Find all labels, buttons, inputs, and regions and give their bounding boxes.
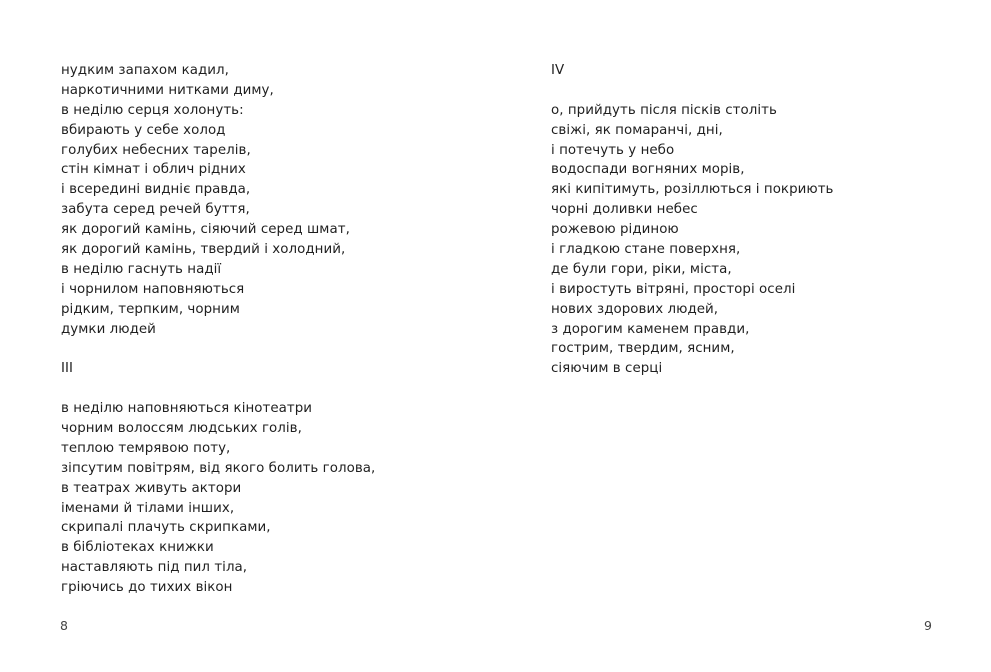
poem-line: в неділю наповняються кінотеатри [61, 401, 313, 417]
poem-line: сіяючим в серці [551, 361, 663, 377]
poem-line: нудким запахом кадил, [61, 63, 229, 78]
page-number-left: 8 [60, 618, 68, 633]
poem-line: водоспади вогняних морів, [551, 162, 745, 178]
poem-line: які кипітимуть, розіллються і покриють [551, 182, 834, 198]
stanza-four [551, 101, 834, 379]
poem-line: і гладкою стане поверхня, [551, 242, 741, 258]
poem-line: гріючись до тихих вікон [61, 580, 233, 596]
poem-line: і виростуть вітряні, просторі оселі [551, 281, 796, 297]
poem-line: чорні доливки небес [551, 202, 698, 218]
stanza-three [61, 399, 375, 598]
poem-line: зіпсутим повітрям, від якого болить голова, [61, 460, 376, 476]
poem-line: і чорнилом наповняються [61, 281, 245, 297]
section-number: IV [551, 63, 565, 78]
right-text-column [551, 61, 834, 379]
poem-line: нових здорових людей, [551, 301, 719, 317]
left-page [0, 0, 495, 672]
poem-line: в неділю гаснуть надії [61, 261, 222, 277]
poem-line: думки людей [61, 321, 156, 337]
section-number: ІІІ [61, 361, 73, 377]
poem-line: рожевою рідиною [551, 222, 679, 238]
poem-line: скрипалі плачуть скрипками, [61, 520, 271, 536]
poem-line: свіжі, як помаранчі, дні, [551, 122, 723, 138]
poem-line: вбирають у себе холод [61, 122, 226, 138]
stanza-gap [61, 339, 375, 359]
poem-line: стін кімнат і облич рідних [61, 162, 246, 178]
poem-line: в неділю серця холонуть: [61, 102, 244, 118]
poem-line: як дорогий камінь, твердий і холодний, [61, 242, 346, 258]
stanza-gap [61, 379, 375, 399]
poem-line: і потечуть у небо [551, 142, 675, 158]
poem-line: наркотичними нитками диму, [61, 82, 274, 98]
poem-line: голубих небесних тарелів, [61, 142, 251, 158]
left-text-column [61, 61, 375, 598]
poem-line: гострим, твердим, ясним, [551, 341, 735, 357]
poem-line: наставляють під пил тіла, [61, 560, 248, 576]
poem-line: як дорогий камінь, сіяючий серед шмат, [61, 222, 350, 238]
poem-line: з дорогим каменем правди, [551, 321, 750, 337]
poem-line: рідким, терпким, чорним [61, 301, 240, 317]
poem-line: о, прийдуть після пісків століть [551, 102, 777, 118]
poem-line: і всередині видніє правда, [61, 182, 251, 198]
stanza-gap [551, 81, 834, 101]
page-number-right: 9 [924, 618, 932, 633]
poem-line: забута серед речей буття, [61, 202, 250, 218]
right-page [496, 0, 991, 672]
poem-line: іменами й тілами інших, [61, 500, 235, 516]
poem-line: де були гори, ріки, міста, [551, 261, 732, 277]
poem-line: чорним волоссям людських голів, [61, 421, 302, 437]
stanza-continued [61, 61, 375, 339]
poem-line: теплою темрявою поту, [61, 440, 231, 456]
poem-line: в театрах живуть актори [61, 480, 242, 496]
poem-line: в бібліотеках книжки [61, 540, 214, 556]
